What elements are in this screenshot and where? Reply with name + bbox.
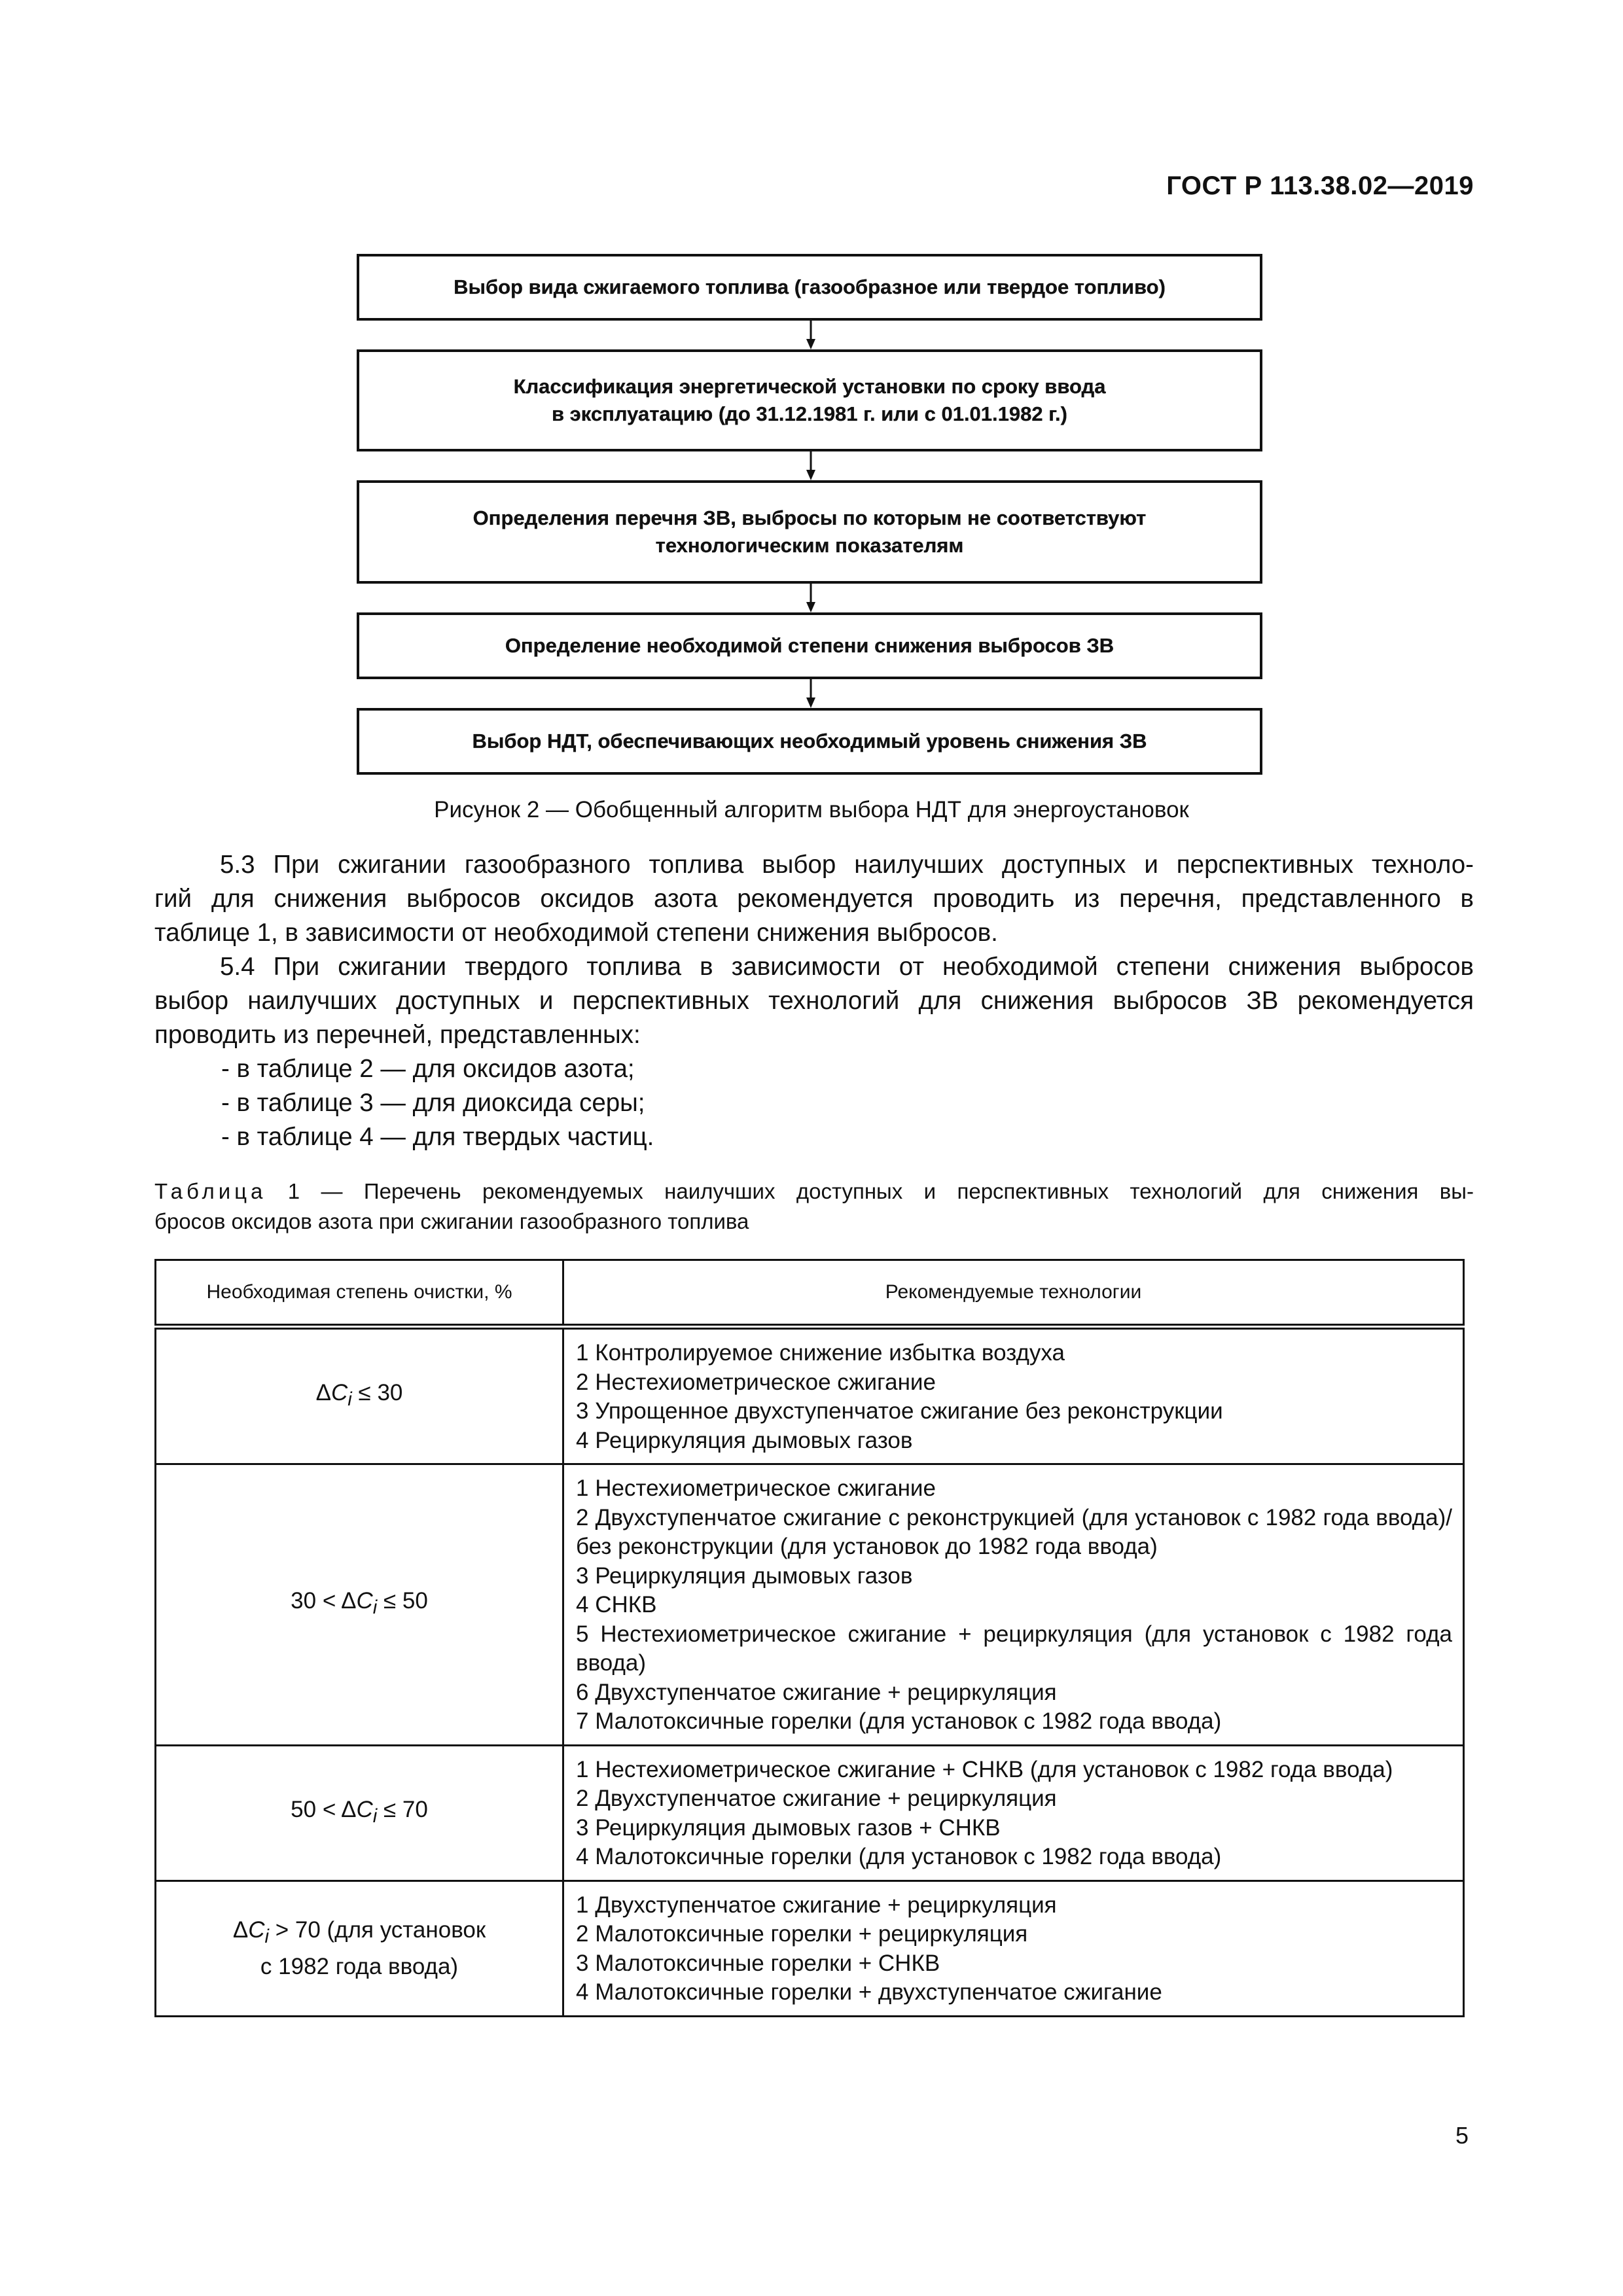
column-header-technologies: Рекомендуемые технологии [563,1260,1464,1327]
technology-item: 4 Рециркуляция дымовых газов [576,1427,913,1453]
flow-step-4: Определение необходимой степени снижения выбросов ЗВ [357,612,1262,679]
column-header-degree: Необходимая степень очистки, % [156,1260,563,1327]
degree-variable: C [248,1916,265,1943]
degree-cell [156,1327,563,1464]
technology-item: 1 Двухступенчатое сжигание + рециркуляция [576,1892,1057,1918]
technologies-table [154,1259,1465,2017]
paragraph-5-4 [154,950,1474,1052]
table-caption-number: 1 [287,1179,300,1203]
degree-variable: C [331,1380,348,1405]
technology-item: 1 Контролируемое снижение избытка воздуха [576,1340,1065,1366]
table-caption [154,1176,1474,1237]
table-caption-line [154,1176,1474,1207]
technology-item: 7 Малотоксичные горелки (для установок с 1982 года ввода) [576,1708,1222,1734]
arrow-down-icon [806,321,816,349]
paragraph-line: таблице 1, в зависимости от необходимой степени снижения выбросов. [154,919,998,947]
technology-item: 1 Нестехиометрическое сжигание + СНКВ (для установок с 1982 года ввода) [576,1756,1393,1782]
technology-item: 5 Нестехиометрическое сжигание + рециркуляция (для установок с 1982 года ввода) [576,1621,1452,1676]
table-caption-label: Таблица [154,1179,267,1203]
technologies-cell [563,1327,1464,1464]
table-row [156,1881,1464,2016]
technology-item: 2 Двухступенчатое сжигание с реконструкцией (для установок с 1982 года ввода)/без реконструкции (для установок до 1982 года ввода) [576,1504,1452,1559]
degree-condition: ≤ 50 [377,1588,428,1614]
degree-cell [156,1745,563,1881]
technologies-cell [563,1881,1464,2016]
technology-item: 4 Малотоксичные горелки (для установок с 1982 года ввода) [576,1844,1222,1869]
degree-subscript: i [348,1389,352,1410]
technology-item: 2 Двухступенчатое сжигание + рециркуляция [576,1786,1057,1811]
table-row [156,1327,1464,1464]
table-caption-line: бросов оксидов азота при сжигании газообразного топлива [154,1209,749,1233]
flow-step-1: Выбор вида сжигаемого топлива (газообразное или твердое топливо) [357,254,1262,321]
degree-subscript: i [372,1597,378,1619]
degree-condition: ≤ 70 [377,1796,428,1822]
paragraph-line: проводить из перечней, представленных: [154,1021,641,1049]
technology-item: 1 Нестехиометрическое сжигание [576,1475,936,1501]
delta-symbol: Δ [315,1380,332,1405]
technologies-cell [563,1464,1464,1746]
degree-cell [156,1881,563,2016]
page-number: 5 [1455,2122,1469,2149]
technology-item: 3 Упрощенное двухступенчатое сжигание без реконструкции [576,1398,1223,1424]
table-row [156,1464,1464,1746]
technology-item: 3 Рециркуляция дымовых газов + СНКВ [576,1814,1001,1841]
flow-step-5: Выбор НДТ, обеспечивающих необходимый уровень снижения ЗВ [357,708,1262,775]
delta-symbol: Δ [341,1588,357,1614]
arrow-down-icon [806,679,816,708]
document-code: ГОСТ Р 113.38.02—2019 [1166,171,1474,200]
paragraph-5-3 [154,848,1474,950]
technology-item: 4 СНКВ [576,1592,657,1617]
list-item: - в таблице 3 — для диоксида серы; [221,1089,645,1117]
technology-item: 2 Нестехиометрическое сжигание [576,1369,936,1395]
delta-symbol: Δ [341,1796,357,1822]
paragraph-line: выбор наилучших доступных и перспективных технологий для снижения выбросов ЗВ рекомендуется [154,987,1474,1015]
technology-item: 6 Двухступенчатое сжигание + рециркуляция [576,1679,1057,1705]
degree-prefix: 50 < [291,1796,342,1822]
list-item: - в таблице 4 — для твердых частиц. [221,1123,654,1151]
technology-item: 2 Малотоксичные горелки + рециркуляция [576,1921,1028,1947]
technology-item: 3 Рециркуляция дымовых газов [576,1563,913,1589]
degree-variable: C [356,1796,373,1822]
paragraph-line: 5.4 При сжигании твердого топлива в зависимости от необходимой степени снижения выбросов [220,953,1474,981]
degree-subscript: i [372,1805,378,1827]
technology-item: 3 Малотоксичные горелки + СНКВ [576,1950,940,1976]
list-item: - в таблице 2 — для оксидов азота; [221,1055,635,1083]
arrow-down-icon [806,584,816,612]
flow-step-3: Определения перечня ЗВ, выбросы по которым не соответствуют технологическим показателям [357,480,1262,584]
degree-condition: > 70 (для установок [268,1916,486,1943]
table-caption-title: — Перечень рекомендуемых наилучших доступных и перспективных технологий для снижения вы- [300,1179,1474,1203]
delta-symbol: Δ [232,1916,249,1943]
table-row [156,1745,1464,1881]
arrow-down-icon [806,451,816,480]
degree-variable: C [356,1588,373,1614]
flow-step-2: Классификация энергетической установки по сроку ввода в эксплуатацию (до 31.12.1981 г. или с 01.01.1982 г.) [357,349,1262,451]
degree-condition-continued: с 1982 года ввода) [260,1953,459,1979]
degree-subscript: i [264,1926,269,1947]
figure-caption: Рисунок 2 — Обобщенный алгоритм выбора НДТ для энергоустановок [434,797,1189,822]
paragraph-line: 5.3 При сжигании газообразного топлива выбор наилучших доступных и перспективных техноло- [220,851,1474,879]
table-header-row [156,1260,1464,1327]
degree-cell [156,1464,563,1746]
technologies-cell [563,1745,1464,1881]
paragraph-line: гий для снижения выбросов оксидов азота рекомендуется проводить из перечня, представленного в [154,885,1474,913]
degree-prefix: 30 < [291,1588,342,1614]
technology-item: 4 Малотоксичные горелки + двухступенчатое сжигание [576,1979,1162,2005]
degree-condition: ≤ 30 [351,1380,403,1405]
